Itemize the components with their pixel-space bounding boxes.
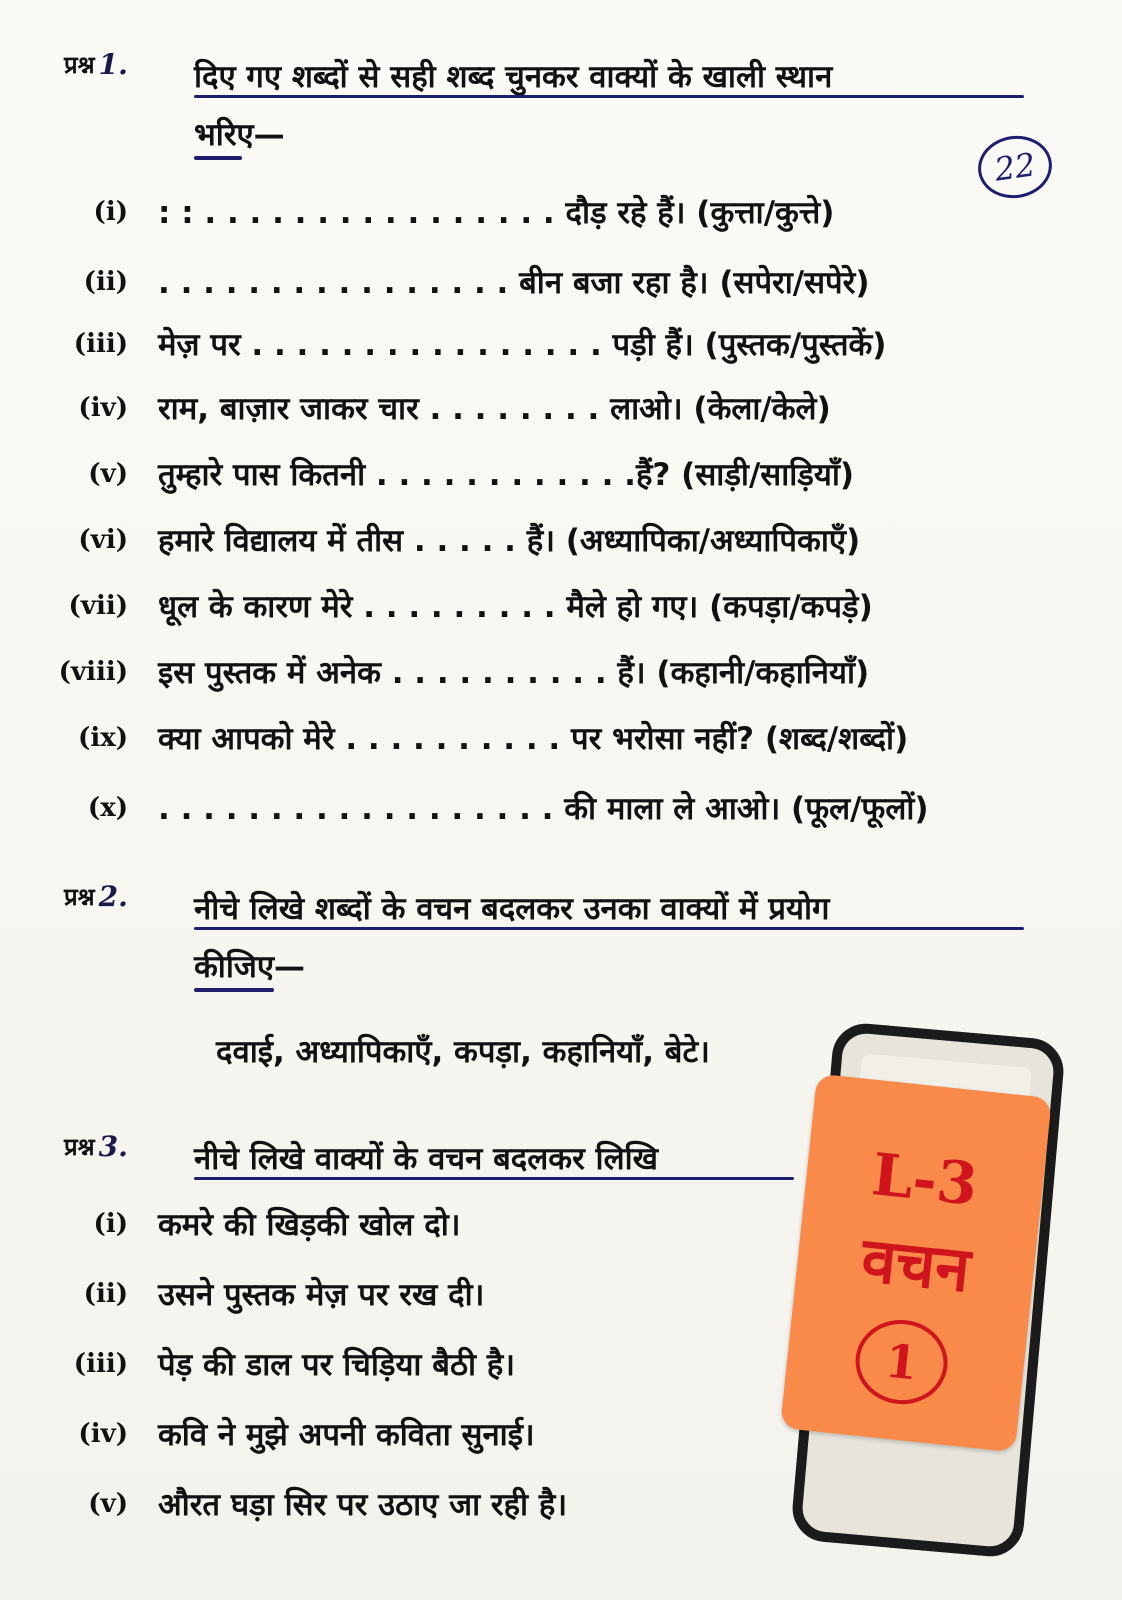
chapter-sticker [780, 1074, 1052, 1453]
question-1-line-2 [194, 106, 1024, 164]
sticker-chapter-code: L-3 [868, 1140, 981, 1219]
q1-item-9 [40, 710, 908, 766]
pen-underline [194, 927, 1024, 930]
item-text: हमारे विद्यालय में तीस . . . . . हैं। (अध्यापिका/अध्यापिकाएँ) [158, 523, 861, 559]
item-text: उसने पुस्तक मेज़ पर रख दी। [158, 1277, 485, 1313]
q1-item-1 [40, 184, 834, 240]
item-text: औरत घड़ा सिर पर उठाए जा रही है। [158, 1487, 568, 1523]
q3-item-5 [40, 1476, 567, 1532]
q1-item-2 [40, 254, 870, 310]
item-text: राम, बाज़ार जाकर चार . . . . . . . . लाओ। (केला/केले) [158, 391, 831, 427]
item-text: . . . . . . . . . . . . . . . . . . की माला ले आओ। (फूल/फूलों) [158, 791, 929, 827]
question-1-line-1 [194, 48, 1024, 106]
pen-underline [194, 1177, 794, 1180]
item-number: (iv) [78, 1419, 128, 1449]
question-2-header [64, 880, 1024, 996]
question-3-header [64, 1130, 794, 1188]
question-number: 2. [98, 880, 128, 913]
q1-item-8 [40, 644, 869, 700]
item-number: (vii) [68, 591, 128, 621]
item-text: कमरे की खिड़की खोल दो। [158, 1207, 461, 1243]
item-number: (ii) [83, 267, 128, 297]
item-text: इस पुस्तक में अनेक . . . . . . . . . . हैं। (कहानी/कहानियाँ) [158, 655, 870, 691]
q1-item-3 [40, 316, 886, 372]
question-3-line-1-text: नीचे लिखे वाक्यों के वचन बदलकर लिखि [194, 1141, 658, 1177]
question-2-label [64, 880, 194, 913]
item-text: क्या आपको मेरे . . . . . . . . . . पर भरोसा नहीं? (शब्द/शब्दों) [158, 721, 909, 757]
question-1-line-1-text: दिए गए शब्दों से सही शब्द चुनकर वाक्यों के खाली स्थान [194, 59, 833, 95]
item-text: पेड़ की डाल पर चिड़िया बैठी है। [158, 1347, 515, 1383]
q1-item-10 [40, 780, 929, 836]
pen-underline-short [194, 988, 274, 992]
question-2-line-2-text: कीजिए— [194, 949, 306, 985]
question-3-label [64, 1130, 194, 1163]
margin-mark-circle: 22 [974, 131, 1056, 203]
question-2-line-2 [194, 938, 1024, 996]
sticker-chapter-title: वचन [858, 1222, 974, 1307]
question-2-line-1 [194, 880, 1024, 938]
question-1-line-2-text: भरिए— [194, 117, 285, 153]
question-2-text [194, 880, 1024, 996]
question-3-text [194, 1130, 794, 1188]
item-text: : : . . . . . . . . . . . . . . . . दौड़ रहे हैं। (कुत्ता/कुत्ते) [158, 195, 835, 231]
item-number: (v) [88, 1489, 128, 1519]
question-3-line-1 [194, 1130, 794, 1188]
q1-item-5 [40, 446, 854, 502]
item-text: कवि ने मुझे अपनी कविता सुनाई। [158, 1417, 535, 1453]
item-text: . . . . . . . . . . . . . . . . बीन बजा रहा है। (सपेरा/सपेरे) [158, 265, 870, 301]
item-number: (iv) [78, 393, 128, 423]
sticker-circled-number: 1 [851, 1315, 951, 1408]
question-label-text: प्रश्न [64, 51, 95, 79]
item-number: (iii) [73, 329, 128, 359]
item-number: (iii) [73, 1349, 128, 1379]
item-number: (vi) [78, 525, 128, 555]
pen-underline-short [194, 156, 242, 160]
question-1-text [194, 48, 1024, 164]
question-1-label [64, 48, 194, 81]
item-text: मेज़ पर . . . . . . . . . . . . . . . . पड़ी हैं। (पुस्तक/पुस्तकें) [158, 327, 887, 363]
question-number: 1. [98, 48, 128, 81]
q3-item-3 [40, 1336, 515, 1392]
item-text: धूल के कारण मेरे . . . . . . . . . मैले हो गए। (कपड़ा/कपड़े) [158, 589, 873, 625]
question-1-header [64, 48, 1024, 164]
question-number: 3. [98, 1130, 128, 1163]
q3-item-4 [40, 1406, 535, 1462]
q1-item-7 [40, 578, 873, 634]
item-number: (i) [93, 1209, 128, 1239]
item-number: (i) [93, 197, 128, 227]
q3-item-1 [40, 1196, 460, 1252]
item-number: (ix) [78, 723, 128, 753]
question-label-text: प्रश्न [64, 1133, 95, 1161]
pen-underline [194, 95, 1024, 98]
q1-item-4 [40, 380, 831, 436]
item-number: (x) [87, 793, 128, 823]
item-text: तुम्हारे पास कितनी . . . . . . . . . . . .हैं? (साड़ी/साड़ियाँ) [158, 457, 855, 493]
q2-word-list: दवाई, अध्यापिकाएँ, कपड़ा, कहानियाँ, बेटे। [216, 1034, 710, 1070]
item-number: (viii) [58, 657, 128, 687]
q1-item-6 [40, 512, 860, 568]
question-label-text: प्रश्न [64, 883, 95, 911]
item-number: (ii) [83, 1279, 128, 1309]
question-2-line-1-text: नीचे लिखे शब्दों के वचन बदलकर उनका वाक्यों में प्रयोग [194, 891, 830, 927]
q3-item-2 [40, 1266, 484, 1322]
item-number: (v) [88, 459, 128, 489]
